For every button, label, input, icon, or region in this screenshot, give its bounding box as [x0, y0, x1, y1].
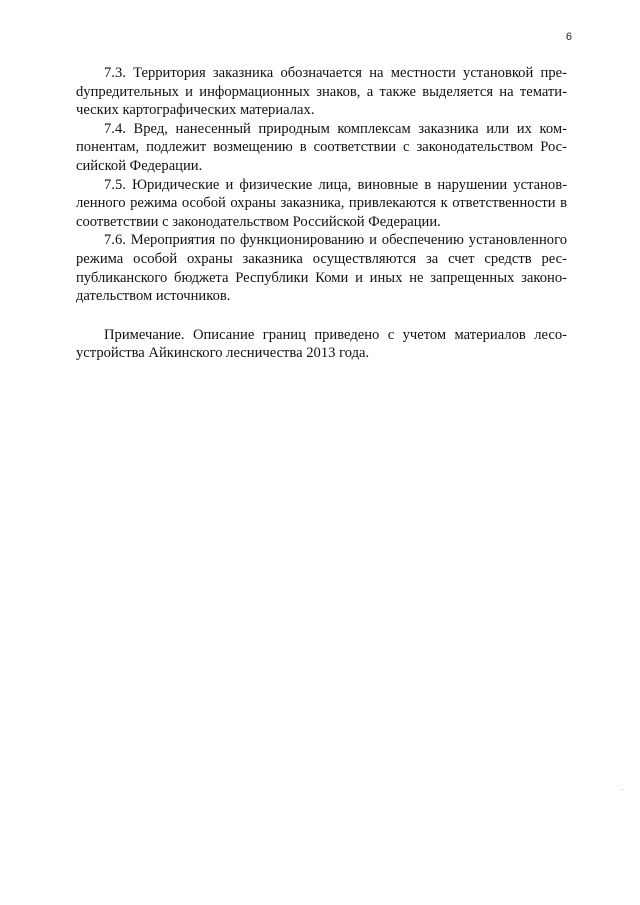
clause-7-6: 7.6. Мероприятия по функционированию и обеспечению установленного режима особой охраны заказника осуществляются за счет средств республиканского бюджета Республики Коми и иных не запрещенных законодательством источников.	[76, 232, 567, 305]
clause-7-3: 7.3. Территория заказника обозначается на местности установкой преdупредительных и информационных знаков, а также выделяется на тематических картографических материалах.	[76, 65, 567, 119]
note-paragraph: Примечание. Описание границ приведено с учетом материалов лесоустройства Айкинского лесничества 2013 года.	[76, 326, 567, 362]
clause-7-4: 7.4. Вред, нанесенный природным комплексам заказника или их компонентам, подлежит возмещению в соответствии с законодательством Российской Федерации.	[76, 120, 567, 174]
clause-7-5: 7.5. Юридические и физические лица, виновные в нарушении установленного режима особой охраны заказника, привлекаются к ответственности в соответствии с законодательством Российской Федерации.	[76, 176, 567, 230]
document-body	[76, 64, 567, 363]
scan-speck	[622, 789, 623, 790]
page-number: 6	[565, 31, 572, 43]
